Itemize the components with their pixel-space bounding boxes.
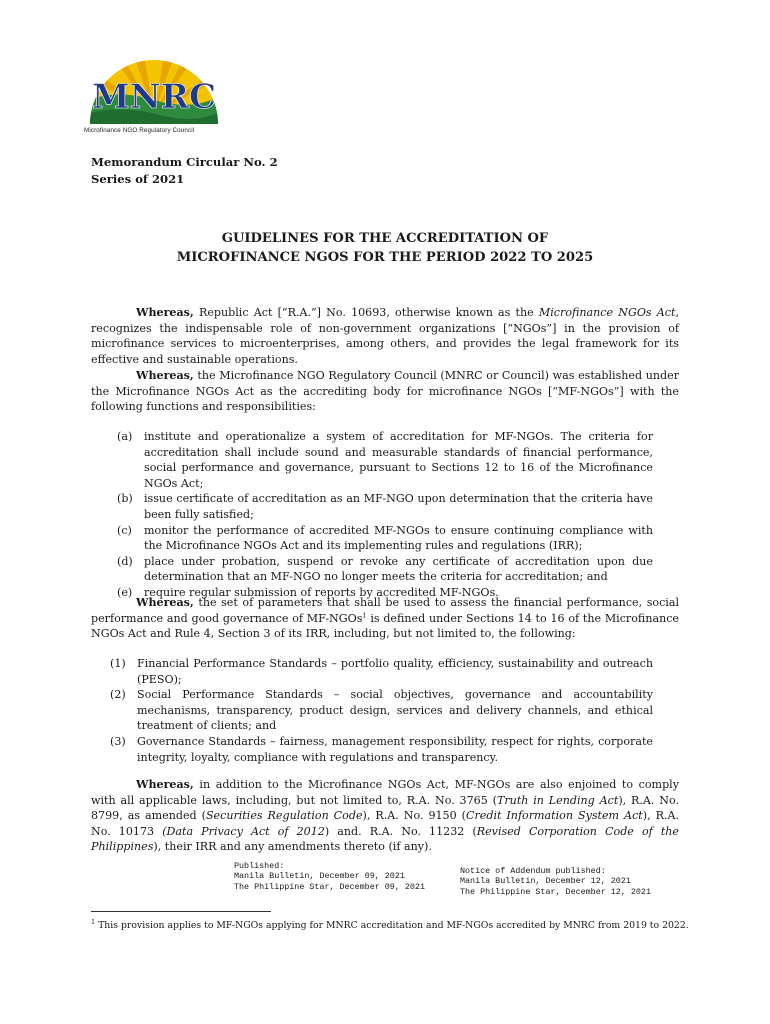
list-item-text: institute and operationalize a system of accreditation for MF-NGOs. The criteria for accreditation shall include sound and measurable standards of financial performance, social performance and governance, pursuant to Sections 12 to 16 of the Microfinance NGOs Act;: [144, 430, 653, 490]
logo-wordmark: MNRC: [91, 77, 217, 117]
list-item-label: (c): [117, 523, 132, 537]
list-item-text: Financial Performance Standards – portfolio quality, efficiency, sustainability and outreach (PESO);: [137, 657, 653, 686]
whereas-paragraph-3: Whereas, the set of parameters that shall be used to assess the financial performance, social performance and good governance of MF-NGOs$^1$ is defined under Sections 14 to 16 of the Microfinance NGOs Act and Rule 4, Section 3 of its IRR, including, but not limited to, the following:: [91, 596, 679, 641]
memo-header: [91, 154, 278, 188]
whereas-lead: Whereas,: [136, 596, 194, 609]
footnote-ref[interactable]: 1: [362, 610, 367, 619]
title-line-2: MICROFINANCE NGOS FOR THE PERIOD 2022 TO 2025: [176, 250, 594, 265]
list-item: [110, 687, 653, 734]
list-item-label: (a): [117, 430, 133, 443]
document-title: [90, 229, 680, 267]
footnote-number: 1: [91, 917, 96, 926]
whereas-paragraph-1: Whereas, Republic Act [“R.A.”] No. 10693, otherwise known as the Microfinance NGOs Act, recognizes the indispensable role of non-government organizations [“NGOs”] in the provision of microfinance services to microenterprises, among others, and provides the legal framework for its effective and sustainable operations.: [91, 306, 679, 366]
list-item-text: issue certificate of accreditation as an MF-NGO upon determination that the criteria have been fully satisfied;: [144, 492, 653, 521]
whereas-lead: Whereas,: [136, 369, 194, 382]
title-line-1: GUIDELINES FOR THE ACCREDITATION OF: [221, 231, 549, 246]
list-item-label: (b): [117, 492, 133, 506]
list-item-label: (d): [117, 554, 133, 568]
whereas-lead: Whereas,: [136, 306, 194, 319]
list-item-text: Social Performance Standards – social objectives, governance and accountability mechanisms, transparency, product design, services and delivery channels, and ethical treatment of clients; and: [137, 688, 653, 733]
list-item: [117, 491, 653, 522]
list-item-text: place under probation, suspend or revoke any certificate of accreditation upon due determination that an MF-NGO no longer meets the criteria for accreditation; and: [144, 554, 653, 584]
list-item-label: (e): [117, 585, 133, 599]
list-item-text: monitor the performance of accredited MF-NGOs to ensure continuing compliance with the Microfinance NGOs Act and its implementing rules and regulations (IRR);: [144, 523, 653, 553]
standards-list: [110, 656, 653, 765]
whereas-paragraph-4: Whereas, in addition to the Microfinance NGOs Act, MF-NGOs are also enjoined to comply with all applicable laws, including, but not limited to, R.A. No. 3765 (Truth in Lending Act), R.A. No. 8799, as amended (Securities Regulation Code), R.A. No. 9150 (Credit Information System Act), R.A. No. 10173 (Data Privacy Act of 2012) and. R.A. No. 11232 (Revised Corporation Code of the Philippines), their IRR and any amendments thereto (if any).: [91, 778, 679, 854]
list-item-label: (1): [110, 657, 126, 670]
whereas-paragraph-2: Whereas, the Microfinance NGO Regulatory Council (MNRC or Council) was established under the Microfinance NGOs Act as the accrediting body for microfinance NGOs [“MF-NGOs”] with the following functions and responsibilities:: [91, 369, 679, 414]
functions-list: [117, 429, 653, 601]
logo-caption: Microfinance NGO Regulatory Council: [84, 127, 195, 134]
memo-series: Series of 2021: [91, 172, 185, 186]
mnrc-logo-icon: [84, 44, 224, 128]
list-item: [117, 554, 653, 585]
published-notice: Published: Manila Bulletin, December 09, 2021 The Philippine Star, December 09, 2021: [234, 861, 425, 892]
mnrc-logo: [84, 44, 224, 140]
memo-number: Memorandum Circular No. 2: [91, 155, 278, 169]
act-name: Microfinance NGOs Act: [538, 306, 676, 319]
whereas-lead: Whereas,: [136, 778, 194, 791]
list-item-label: (2): [110, 688, 126, 702]
list-item: [110, 656, 653, 687]
list-item-text: Governance Standards – fairness, management responsibility, respect for rights, corporate integrity, loyalty, compliance with regulations and transparency.: [137, 734, 653, 764]
list-item-text: require regular submission of reports by accredited MF-NGOs.: [144, 585, 499, 599]
addendum-notice: Notice of Addendum published: Manila Bulletin, December 12, 2021 The Philippine Star, December 12, 2021: [460, 866, 651, 897]
list-item-label: (3): [110, 734, 126, 748]
list-item: [110, 734, 653, 765]
list-item: [117, 429, 653, 491]
list-item: [117, 523, 653, 554]
footnote-divider: [91, 911, 271, 912]
footnote: $^1$ This provision applies to MF-NGOs applying for MNRC accreditation and MF-NGOs accredited by MNRC from 2019 to 2022.: [91, 917, 689, 931]
